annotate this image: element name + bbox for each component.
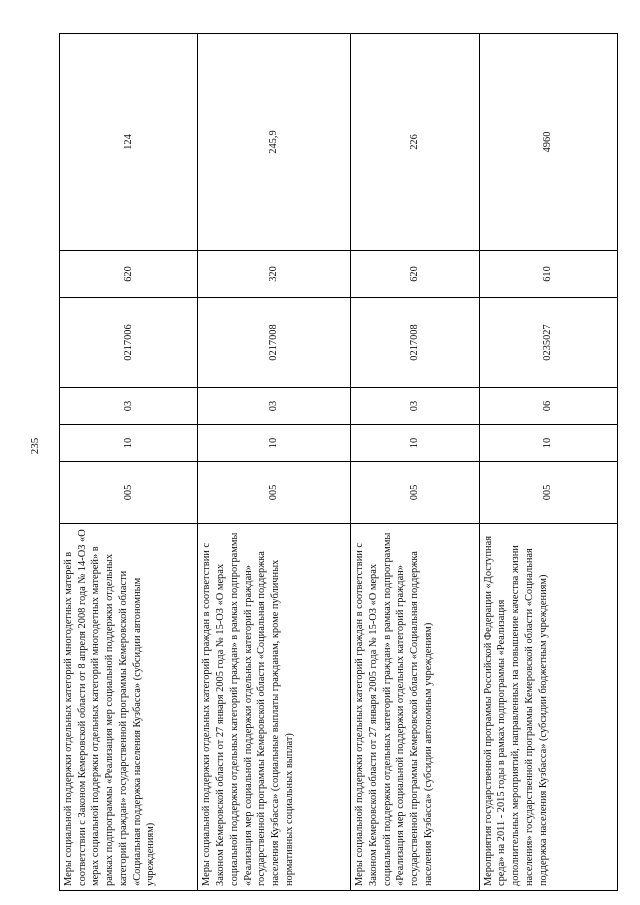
subsection-code: 03 bbox=[351, 388, 480, 425]
amount: 124 bbox=[60, 34, 198, 251]
section-code: 10 bbox=[351, 425, 480, 462]
target-article-code: 0217008 bbox=[351, 298, 480, 388]
ministry-code: 005 bbox=[198, 462, 351, 524]
target-article-code: 0217006 bbox=[60, 298, 198, 388]
ministry-code: 005 bbox=[479, 462, 617, 524]
row-description: Меры социальной поддержки отдельных категорий граждан в соответствии с Законом Кемеровской области от 27 января 2005 года № 15-ОЗ «О мерах социальной поддержки отдельных категорий граждан» в рамках подпрограммы «Реализация мер социальной поддержки отдельных категорий граждан» государственной программы Кемеровской области «Социальная поддержка населения Кузбасса» (социальные выплаты гражданам, кроме публичных нормативных социальных выплат) bbox=[198, 524, 351, 891]
table-row bbox=[351, 34, 480, 891]
section-code: 10 bbox=[60, 425, 198, 462]
amount: 245,9 bbox=[198, 34, 351, 251]
expense-type-code: 320 bbox=[198, 251, 351, 298]
expense-type-code: 620 bbox=[351, 251, 480, 298]
subsection-code: 03 bbox=[60, 388, 198, 425]
table-row bbox=[479, 34, 617, 891]
row-description: Меры социальной поддержки отдельных категорий многодетных матерей в соответствии с Законом Кемеровской области от 8 апреля 2008 года № 14-ОЗ «О мерах социальной поддержки отдельных категорий многодетных матерей» в рамках подпрограммы «Реализация мер социальной поддержки отдельных категорий граждан» государственной программы Кемеровской области «Социальная поддержка населения Кузбасса» (субсидии автономным учреждениям) bbox=[60, 524, 198, 891]
table-row bbox=[198, 34, 351, 891]
table-container bbox=[59, 34, 618, 891]
ministry-code: 005 bbox=[351, 462, 480, 524]
section-code: 10 bbox=[479, 425, 617, 462]
expense-type-code: 610 bbox=[479, 251, 617, 298]
row-description: Мероприятия государственной программы Российской Федерации «Доступная среда» на 2011 - 2015 годы в рамках подпрограммы «Реализация дополнительных мероприятий, направленных на повышение качества жизни населения» государственной программы Кемеровской области «Социальная поддержка населения Кузбасса» (субсидии бюджетным учреждениям) bbox=[479, 524, 617, 891]
section-code: 10 bbox=[198, 425, 351, 462]
amount: 226 bbox=[351, 34, 480, 251]
target-article-code: 0217008 bbox=[198, 298, 351, 388]
subsection-code: 06 bbox=[479, 388, 617, 425]
expense-type-code: 620 bbox=[60, 251, 198, 298]
target-article-code: 0235027 bbox=[479, 298, 617, 388]
subsection-code: 03 bbox=[198, 388, 351, 425]
ministry-code: 005 bbox=[60, 462, 198, 524]
budget-table bbox=[59, 33, 618, 891]
page-number: 235 bbox=[29, 437, 41, 455]
row-description: Меры социальной поддержки отдельных категорий граждан в соответствии с Законом Кемеровской области от 27 января 2005 года № 15-ОЗ «О мерах социальной поддержки отдельных категорий граждан» в рамках подпрограммы «Реализация мер социальной поддержки отдельных категорий граждан» государственной программы Кемеровской области «Социальная поддержка населения Кузбасса» (субсидии автономным учреждениям) bbox=[351, 524, 480, 891]
amount: 4960 bbox=[479, 34, 617, 251]
table-row bbox=[60, 34, 198, 891]
